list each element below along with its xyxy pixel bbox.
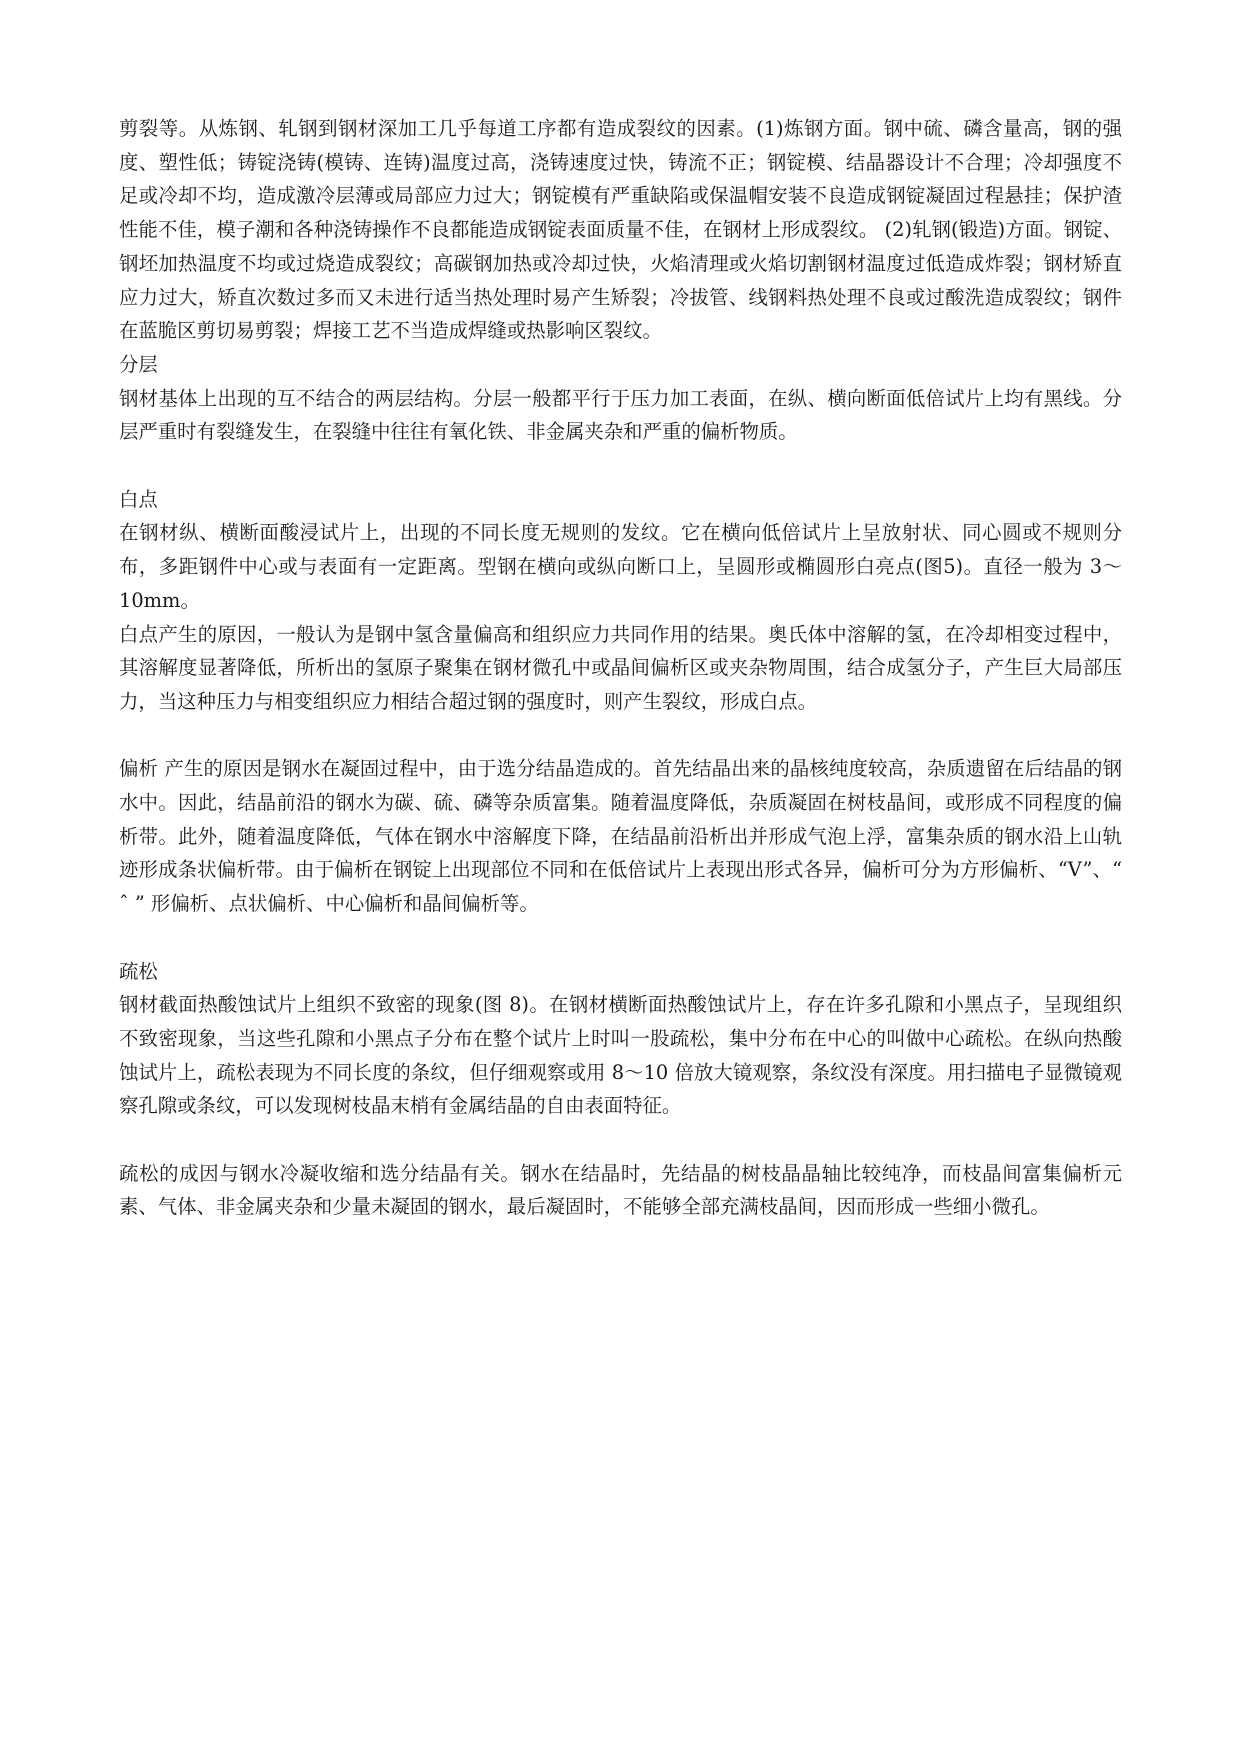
layering-heading: 分层: [119, 352, 158, 376]
whitespot-heading: 白点: [119, 487, 158, 511]
whitespot-paragraph-2: 白点产生的原因，一般认为是钢中氢含量偏高和组织应力共同作用的结果。奥氏体中溶解的氢，在冷却相变过程中，其溶解度显著降低，所析出的氢原子聚集在钢材微孔中或晶间偏析区或夹杂物周围，结合成氢分子，产生巨大局部压力，当这种压力与相变组织应力相结合超过钢的强度时，则产生裂纹，形成白点。: [119, 622, 1122, 713]
spacer: [119, 1123, 1122, 1157]
layering-paragraph: 钢材基体上出现的互不结合的两层结构。分层一般都平行于压力加工表面，在纵、横向断面低倍试片上均有黑线。分层严重时有裂缝发生，在裂缝中往往有氧化铁、非金属夹杂和严重的偏析物质。: [119, 386, 1122, 444]
spacer: [119, 921, 1122, 955]
segregation-paragraph: 偏析 产生的原因是钢水在凝固过程中，由于选分结晶造成的。首先结晶出来的晶核纯度较高，杂质遗留在后结晶的钢水中。因此，结晶前沿的钢水为碳、硫、磷等杂质富集。随着温度降低，杂质凝固在树枝晶间，或形成不同程度的偏析带。此外，随着温度降低，气体在钢水中溶解度下降，在结晶前沿析出并形成气泡上浮，富集杂质的钢水沿上山轨迹形成条状偏析带。由于偏析在钢锭上出现部位不同和在低倍试片上表现出形式各异，偏析可分为方形偏析、“V”、“ ˆ ” 形偏析、点状偏析、中心偏析和晶间偏析等。: [119, 757, 1122, 916]
intro-paragraph: 剪裂等。从炼钢、轧钢到钢材深加工几乎每道工序都有造成裂纹的因素。(1)炼钢方面。钢中硫、磷含量高，钢的强度、塑性低；铸锭浇铸(模铸、连铸)温度过高，浇铸速度过快，铸流不正；钢锭模、结晶器设计不合理；冷却强度不足或冷却不均，造成激冷层薄或局部应力过大；钢锭模有严重缺陷或保温帽安装不良造成钢锭凝固过程悬挂；保护渣性能不佳，模子潮和各种浇铸操作不良都能造成钢锭表面质量不佳，在钢材上形成裂纹。 (2)轧钢(锻造)方面。钢锭、钢坯加热温度不均或过烧造成裂纹；高碳钢加热或冷却过快，火焰清理或火焰切割钢材温度过低造成炸裂；钢材矫直应力过大，矫直次数过多而又未进行适当热处理时易产生矫裂；冷拔管、线钢料热处理不良或过酸洗造成裂纹；钢件在蓝脆区剪切易剪裂；焊接工艺不当造成焊缝或热影响区裂纹。: [119, 117, 1122, 343]
spacer: [119, 719, 1122, 753]
porosity-heading: 疏松: [119, 959, 158, 983]
spacer: [119, 449, 1122, 483]
whitespot-paragraph-1: 在钢材纵、横断面酸浸试片上，出现的不同长度无规则的发纹。它在横向低倍试片上呈放射状、同心圆或不规则分布，多距钢件中心或与表面有一定距离。型钢在横向或纵向断口上，呈圆形或椭圆形白亮点(图5)。直径一般为 3～10mm。: [119, 521, 1122, 612]
porosity-paragraph-2: 疏松的成因与钢水冷凝收缩和选分结晶有关。钢水在结晶时，先结晶的树枝晶晶轴比较纯净，而枝晶间富集偏析元素、气体、非金属夹杂和少量未凝固的钢水，最后凝固时，不能够全部充满枝晶间，因而形成一些细小微孔。: [119, 1161, 1122, 1219]
porosity-paragraph-1: 钢材截面热酸蚀试片上组织不致密的现象(图 8)。在钢材横断面热酸蚀试片上，存在许多孔隙和小黑点子，呈现组织不致密现象，当这些孔隙和小黑点子分布在整个试片上时叫一股疏松，集中分布在中心的叫做中心疏松。在纵向热酸蚀试片上，疏松表现为不同长度的条纹，但仔细观察或用 8～10 倍放大镜观察，条纹没有深度。用扫描电子显微镜观察孔隙或条纹，可以发现树枝晶末梢有金属结晶的自由表面特征。: [119, 993, 1122, 1118]
